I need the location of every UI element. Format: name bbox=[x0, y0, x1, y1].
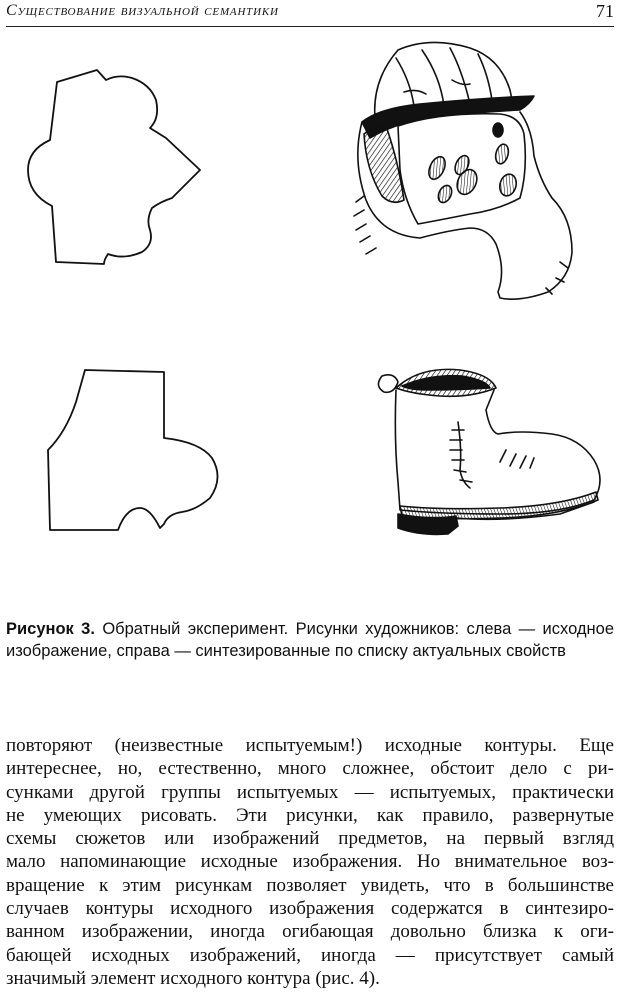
body-line: бающей исходных изображений, иногда — присутствует самый bbox=[6, 944, 614, 966]
body-text bbox=[6, 734, 614, 990]
body-line: ванном изображении, иногда огибающая довольно близка к оги- bbox=[6, 921, 614, 943]
body-line: схемы сюжетов или изображений предметов, на первый взгляд bbox=[6, 828, 614, 850]
running-head bbox=[6, 0, 614, 27]
body-line: вращение к этим рисункам позволяет увидеть, что в большинстве bbox=[6, 874, 614, 896]
outline-shape-top-icon bbox=[28, 70, 200, 264]
figure-3 bbox=[0, 30, 620, 600]
outline-shape-bottom-icon bbox=[48, 370, 218, 530]
body-line: значимый элемент исходного контура (рис. 4). bbox=[6, 967, 380, 989]
body-line: сунками другой группы испытуемых — испытуемых, практически bbox=[6, 781, 614, 803]
caption-label: Рисунок 3. bbox=[6, 620, 95, 638]
body-line: интереснее, но, естественно, много сложнее, обстоит дело с ри- bbox=[6, 758, 614, 780]
boot-drawing-icon bbox=[378, 369, 600, 534]
hat-mushroom-drawing-icon bbox=[354, 42, 572, 299]
figure-3-drawings bbox=[0, 30, 620, 600]
body-line: повторяют (неизвестные испытуемым!) исходные контуры. Еще bbox=[6, 735, 614, 756]
figure-caption bbox=[6, 618, 614, 662]
body-line: случаев контуры исходного изображения содержатся в синтезиро- bbox=[6, 898, 614, 920]
caption-text: Обратный эксперимент. Рисунки художников: слева — исходное изображение, справа — синтезированные по списку актуальных свойств bbox=[6, 620, 614, 660]
page-number: 71 bbox=[596, 1, 614, 21]
body-line: не умеющих рисовать. Эти рисунки, как правило, развернутые bbox=[6, 804, 614, 826]
body-line: мало напоминающие исходные изображения. Но внимательное воз- bbox=[6, 851, 614, 873]
running-title: Существование визуальной семантики bbox=[6, 2, 279, 19]
